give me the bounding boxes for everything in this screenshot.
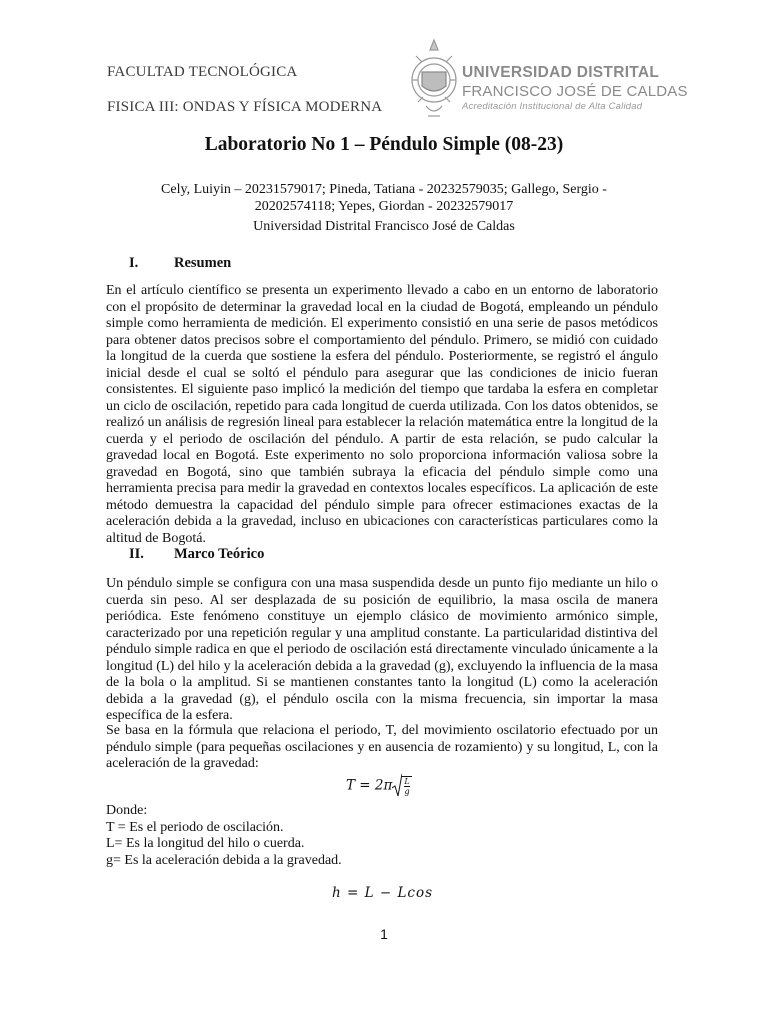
course-label: FISICA III: ONDAS Y FÍSICA MODERNA: [107, 99, 383, 115]
section-heading-resumen: [129, 255, 231, 272]
formula-intro-paragraph: Se basa en la fórmula que relaciona el periodo, T, del movimiento oscilatorio efectuado por un péndulo simple (para pequeñas oscilaciones y en ausencia de rozamiento) y su longitud, L, con la aceleración de la gravedad:: [106, 723, 658, 771]
formula-lhs: T = 2π: [346, 777, 393, 794]
document-title: Laboratorio No 1 – Péndulo Simple (08-23): [204, 134, 564, 155]
period-formula: [346, 774, 412, 798]
resumen-paragraph: En el artículo científico se presenta un experimento llevado a cabo en un entorno de laboratorio con el propósito de determinar la gravedad local en la ciudad de Bogotá, empleando un péndulo simple como herramienta de medición. El experimento consistió en una serie de pasos metódicos para obtener datos precisos sobre el comportamiento del péndulo. Primero, se midió con cuidado la longitud de la cuerda que sostiene la esfera del péndulo. Posteriormente, se registró el ángulo inicial desde el cual se soltó el péndulo para asegurar que las condiciones de inicio fueran consistentes. El siguiente paso implicó la medición del tiempo que tardaba la esfera en completar un ciclo de oscilación, repetido para cada longitud de cuerda utilizada. Con los datos obtenidos, se realizó un análisis de regresión lineal para establecer la relación matemática entre la longitud de la cuerda y el periodo de oscilación del péndulo. A partir de esta relación, se pudo calcular la gravedad local en Bogotá. Este experimento no solo proporciona información valiosa sobre la gravedad en Bogotá, sino que también subraya la eficacia del péndulo simple como una herramienta precisa para medir la gravedad en contextos locales específicos. La aplicación de este método demuestra la capacidad del péndulo simple para ofrecer estimaciones exactas de la aceleración debida a la gravedad, incluso en ubicaciones con características particulares como la altitud de Bogotá.: [106, 283, 658, 546]
affiliation: Universidad Distrital Francisco José de Caldas: [253, 219, 515, 234]
logo-line-2: FRANCISCO JOSÉ DE CALDAS: [462, 83, 688, 100]
faculty-label: FACULTAD TECNOLÓGICA: [107, 64, 298, 80]
authors: Cely, Luiyin – 20231579017; Pineda, Tatiana - 20232579035; Gallego, Sergio - 20202574118; Yepes, Giordan - 20232579017: [161, 182, 607, 214]
logo-line-1: UNIVERSIDAD DISTRITAL: [462, 64, 660, 81]
definition-item: g= Es la aceleración debida a la gravedad.: [106, 852, 342, 868]
definition-item: L= Es la longitud del hilo o cuerda.: [106, 836, 305, 851]
definitions-label: Donde:: [106, 803, 148, 818]
fraction-denominator: g: [404, 787, 410, 796]
university-logo: [408, 34, 688, 126]
fraction: [402, 776, 411, 796]
section-title: Marco Teórico: [174, 546, 265, 562]
page-number: 1: [380, 926, 388, 942]
university-seal-icon: [408, 36, 460, 124]
definition-item: T = Es el periodo de oscilación.: [106, 819, 284, 835]
marco-teorico-paragraph: Un péndulo simple se configura con una masa suspendida desde un punto fijo mediante un hilo o cuerda sin peso. Al ser desplazada de su posición de equilibrio, la masa oscila de manera periódica. Este fenómeno constituye un ejemplo clásico de movimiento armónico simple, caracterizado por una repetición regular y una amplitud constante. La particularidad distintiva del péndulo simple radica en que el periodo de oscilación está directamente vinculado únicamente a la longitud (L) del hilo y la aceleración debida a la gravedad (g), excluyendo la influencia de la masa de la bola o la amplitud. Si se mantienen constantes tanto la longitud (L) como la aceleración debida a la gravedad (g), el péndulo oscila con la misma frecuencia, sin importar la masa específica de la esfera.: [106, 576, 659, 723]
height-formula: h = L − Lcos: [332, 885, 434, 901]
square-root: [392, 774, 411, 798]
section-title: Resumen: [174, 255, 232, 271]
fraction-numerator: L: [404, 777, 410, 786]
logo-line-3: Acreditación Institucional de Alta Calidad: [462, 101, 643, 112]
section-number: II.: [129, 546, 144, 562]
section-heading-marco-teorico: [129, 546, 264, 563]
section-number: I.: [129, 255, 139, 271]
definitions-list: [106, 803, 342, 869]
